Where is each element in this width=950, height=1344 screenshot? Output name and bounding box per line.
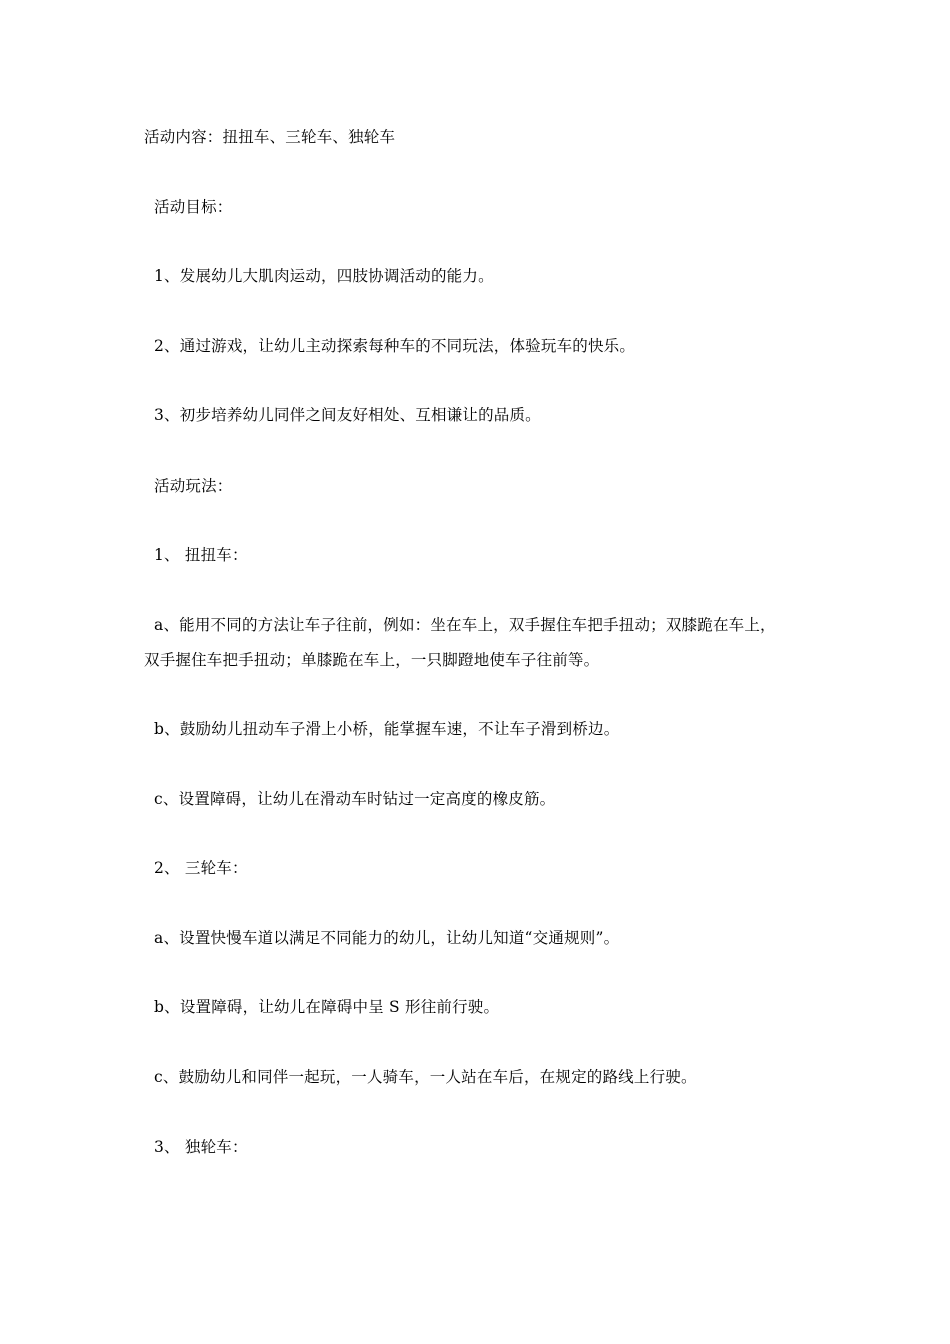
goal-item-1: 1、发展幼儿大肌肉运动，四肢协调活动的能力。 xyxy=(154,267,494,285)
section1-item-a-line1: a、能用不同的方法让车子往前，例如：坐在车上，双手握住车把手扭动；双膝跪在车上， xyxy=(154,616,776,634)
section1-heading: 1、 扭扭车： xyxy=(154,546,248,564)
section2-item-c: c、鼓励幼儿和同伴一起玩，一人骑车，一人站在车后，在规定的路线上行驶。 xyxy=(154,1068,697,1086)
section1-item-c: c、设置障碍，让幼儿在滑动车时钻过一定高度的橡皮筋。 xyxy=(154,790,556,808)
section2-heading: 2、 三轮车： xyxy=(154,859,248,877)
section2-item-a: a、设置快慢车道以满足不同能力的幼儿，让幼儿知道“交通规则”。 xyxy=(154,929,620,947)
methods-heading: 活动玩法： xyxy=(154,477,233,495)
goal-item-2: 2、通过游戏，让幼儿主动探索每种车的不同玩法，体验玩车的快乐。 xyxy=(154,337,636,355)
goals-heading: 活动目标： xyxy=(154,198,233,216)
section1-item-a-line2: 双手握住车把手扭动；单膝跪在车上，一只脚蹬地使车子往前等。 xyxy=(144,651,600,669)
section3-heading: 3、 独轮车： xyxy=(154,1138,248,1156)
section1-item-b: b、鼓励幼儿扭动车子滑上小桥，能掌握车速，不让车子滑到桥边。 xyxy=(154,720,620,738)
activity-content-title: 活动内容：扭扭车、三轮车、独轮车 xyxy=(144,128,396,146)
section2-item-b: b、设置障碍，让幼儿在障碍中呈 S 形往前行驶。 xyxy=(154,998,500,1016)
goal-item-3: 3、初步培养幼儿同伴之间友好相处、互相谦让的品质。 xyxy=(154,406,541,424)
